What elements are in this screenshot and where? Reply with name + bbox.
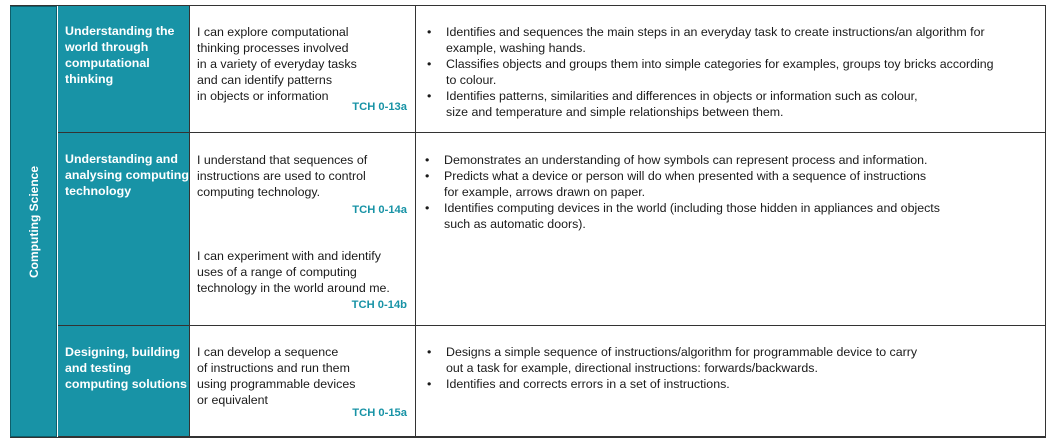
experience-text: I can experiment with and identify uses of a range of computing technology in the world around me. [197,249,390,295]
list-item [422,200,1037,232]
benchmark-text: Predicts what a device or person will do when presented with a sequence of instructions for example, arrows drawn on paper. [444,169,927,199]
experience-code: TCH 0-14b [351,299,407,311]
experiences-cell [190,133,416,325]
bullet-icon: • [427,345,432,359]
benchmark-text: Designs a simple sequence of instructions/algorithm for programmable device to carry out a task for example, directional instructions: forwards/backwards. [446,345,918,375]
table-row [58,326,1046,437]
bullet-icon: • [425,169,430,183]
bullet-icon: • [425,153,430,167]
experience-text: I can develop a sequence of instructions and run them using programmable devices or equivalent [197,345,356,407]
list-item [424,24,1037,56]
experience-text: I understand that sequences of instructions are used to control computing technology. [197,153,368,199]
organiser-cell [58,133,190,325]
benchmark-list [424,24,1037,120]
benchmark-text: Identifies and sequences the main steps in an everyday task to create instructions/an algorithm for example, washing hands. [446,25,985,55]
benchmarks-cell [416,326,1046,436]
experiences-cell [190,326,416,436]
curriculum-area-cell [10,6,57,437]
list-item [422,152,1037,168]
benchmark-text: Identifies computing devices in the world (including those hidden in appliances and objects such as automatic doors). [444,201,940,231]
benchmark-list [422,152,1037,232]
bullet-icon: • [427,25,432,39]
organiser-title: Designing, building and testing computing solutions [65,345,187,391]
list-item [424,88,1037,120]
list-item [422,168,1037,200]
benchmark-text: Identifies patterns, similarities and differences in objects or information such as colour, size and temperature and simple relationships between them. [446,89,918,119]
list-item [424,376,1037,392]
curriculum-area-label: Computing Science [26,165,41,278]
organiser-title: Understanding and analysing computing technology [65,152,189,198]
table-row [58,133,1046,326]
experiences-cell [190,6,416,132]
bullet-icon: • [427,89,432,103]
benchmarks-cell [416,6,1046,132]
list-item [424,56,1037,88]
organiser-cell [58,6,190,132]
organiser-cell [58,326,190,436]
benchmarks-cell [416,133,1046,325]
experience-code: TCH 0-15a [352,407,407,419]
bullet-icon: • [425,201,430,215]
benchmark-text: Identifies and corrects errors in a set of instructions. [446,377,730,391]
experience-code: TCH 0-14a [352,204,407,216]
benchmark-list [424,344,1037,392]
experience-text: I can explore computational thinking processes involved in a variety of everyday tasks and can identify patterns in objects or information [197,25,357,103]
organiser-title: Understanding the world through computational thinking [65,24,175,86]
benchmark-text: Classifies objects and groups them into simple categories for examples, groups toy bricks according to colour. [446,57,994,87]
benchmark-text: Demonstrates an understanding of how symbols can represent process and information. [444,153,928,167]
list-item [424,344,1037,376]
bullet-icon: • [427,377,432,391]
table-bottom-border [10,437,1046,438]
bullet-icon: • [427,57,432,71]
experience-code: TCH 0-13a [352,101,407,113]
table-row [58,6,1046,133]
